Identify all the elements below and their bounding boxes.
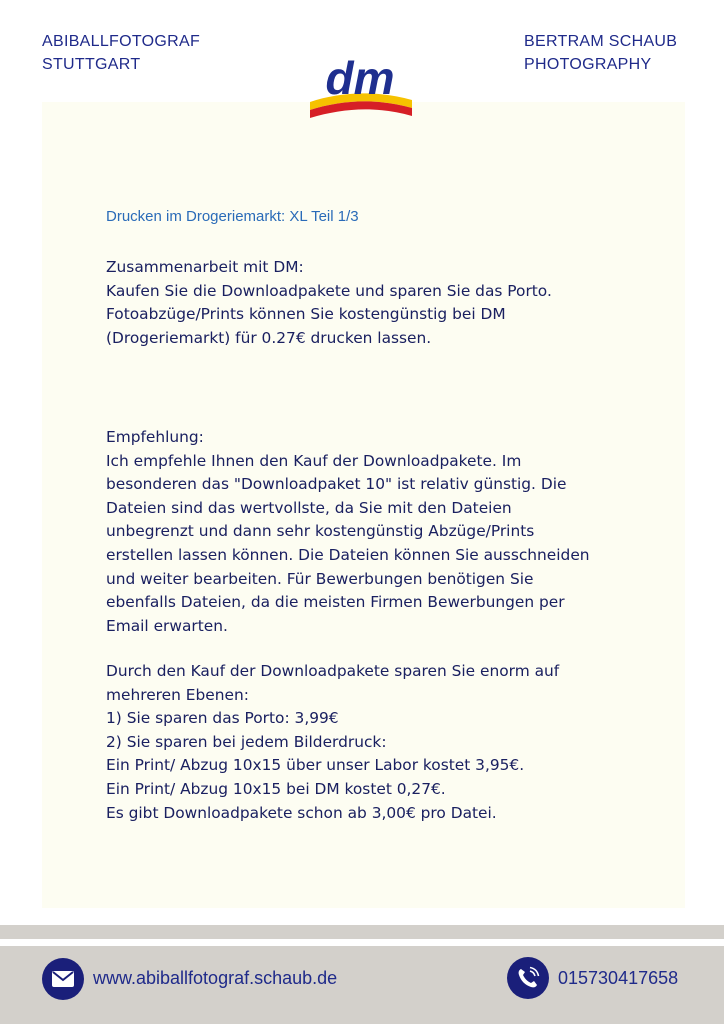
text-block-cooperation — [106, 256, 552, 350]
paragraph-line: Zusammenarbeit mit DM: — [106, 258, 304, 276]
phone-number-link[interactable]: 015730417658 — [558, 968, 679, 988]
envelope-icon[interactable] — [42, 958, 84, 1000]
phone-icon[interactable] — [507, 957, 549, 999]
paragraph-line: 1) Sie sparen das Porto: 3,99€ — [106, 709, 339, 728]
footer-divider-band — [0, 925, 724, 939]
paragraph-line: Fotoabzüge/Prints können Sie kostengünstig bei DM — [106, 305, 506, 324]
header-right-line1: BERTRAM SCHAUB — [524, 33, 678, 50]
dm-logo — [304, 52, 416, 122]
paragraph-line: ebenfalls Dateien, da die meisten Firmen Bewerbungen per — [106, 593, 565, 612]
website-link[interactable]: www.abiballfotograf.schaub.de — [93, 968, 338, 988]
footer-divider-gap — [0, 939, 724, 946]
header-left — [42, 30, 200, 76]
header-left-line1: ABIBALLFOTOGRAF — [42, 33, 201, 50]
paragraph-line: Ein Print/ Abzug 10x15 über unser Labor kostet 3,95€. — [106, 756, 525, 775]
paragraph-line: Ich empfehle Ihnen den Kauf der Downloadpakete. Im — [106, 451, 522, 470]
paragraph-line: und weiter bearbeiten. Für Bewerbungen benötigen Sie — [106, 569, 534, 588]
paragraph-line: Es gibt Downloadpakete schon ab 3,00€ pro Datei. — [106, 803, 497, 822]
paragraph-line: Empfehlung: — [106, 428, 204, 446]
text-block-savings — [106, 660, 559, 825]
header-right-line2: PHOTOGRAPHY — [524, 56, 652, 73]
paragraph-line: Dateien sind das wertvollste, da Sie mit den Dateien — [106, 498, 512, 517]
paragraph-line: Email erwarten. — [106, 616, 228, 635]
paragraph-line: 2) Sie sparen bei jedem Bilderdruck: — [106, 732, 387, 751]
text-block-recommendation — [106, 426, 590, 638]
page-subtitle: Drucken im Drogeriemarkt: XL Teil 1/3 — [106, 208, 359, 225]
dm-logo-text: dm — [325, 52, 395, 104]
header-left-line2: STUTTGART — [42, 56, 141, 73]
paragraph-line: unbegrenzt und dann sehr kostengünstig Abzüge/Prints — [106, 522, 535, 541]
paragraph-line: besonderen das "Downloadpaket 10" ist relativ günstig. Die — [106, 475, 567, 494]
paragraph-line: Ein Print/ Abzug 10x15 bei DM kostet 0,27€. — [106, 779, 446, 798]
paragraph-line: erstellen lassen können. Die Dateien können Sie ausschneiden — [106, 545, 590, 564]
header-right — [524, 30, 677, 76]
paragraph-line: (Drogeriemarkt) für 0.27€ drucken lassen. — [106, 328, 432, 347]
paragraph-line: mehreren Ebenen: — [106, 685, 249, 704]
paragraph-line: Durch den Kauf der Downloadpakete sparen Sie enorm auf — [106, 662, 560, 680]
paragraph-line: Kaufen Sie die Downloadpakete und sparen Sie das Porto. — [106, 281, 552, 300]
